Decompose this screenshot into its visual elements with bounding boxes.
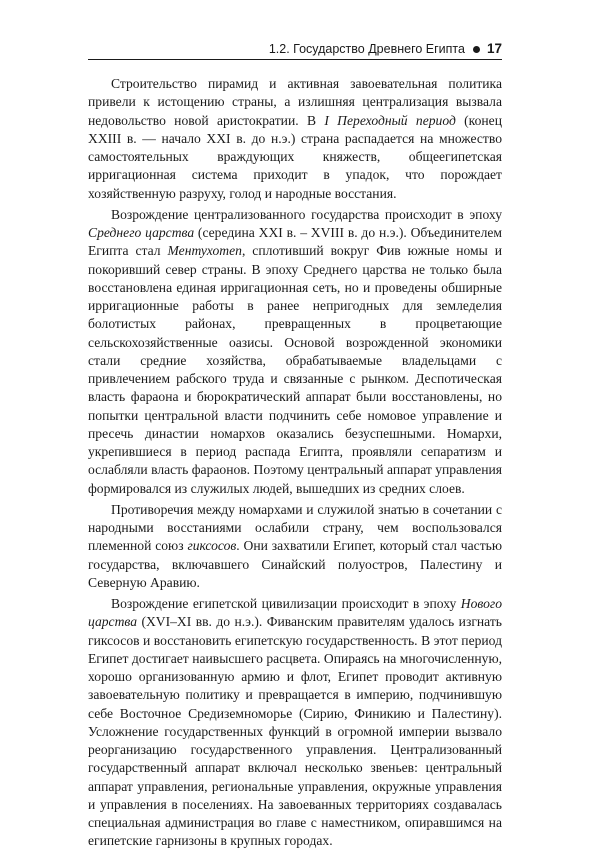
text-run: Противоречия между номархами и служилой знатью в сочетании с народными восстаниями ослабили страну, чем воспользовался племенной союз (88, 501, 502, 554)
text-run: (XVI–XI вв. до н.э.). Фиванским правителям удалось изгнать гиксосов и восстановить египетскую государственность. В этот период Египет достигает наивысшего расцвета. Опираясь на многочисленную, хорошо организованную армию и флот, Египет проводит активную завоевательную политику и превращается в империю, подчинившую себе Восточное Средиземноморье (Сирию, Финикию и Палестину). Усложнение государственных функций в огромной империи вызвало реорганизацию государственного управления. Централизованный государственный аппарат включал несколько звеньев: центральный аппарат управления, региональные управления, окружные управления и управления в поселениях. На завоеванных территориях создавалась специальная администрация во главе с наместником, опиравшимся на египетские гарнизоны в крупных городах. (88, 614, 502, 849)
paragraph-4 (88, 595, 502, 851)
paragraph-1 (88, 75, 502, 203)
text-run: Возрождение египетской цивилизации происходит в эпоху (111, 596, 461, 611)
paragraph-2 (88, 206, 502, 498)
running-head (88, 36, 502, 60)
italic-term: Нового царства (88, 596, 502, 630)
bullet-dot-icon (473, 46, 480, 53)
text-run: , сплотивший вокруг Фив южные номы и покоривший север страны. В эпоху Среднего царства не только была восстановлена единая ирригационная сеть, но и проведены обширные ирригационные работы в ранее непригодных для земледелия болотистых районах, превращенных в процветающие сельскохозяйственные оазисы. Основой возрожденной экономики стали средние хозяйства, обрабатываемые владельцами с привлечением рабского труда и связанные с рынком. Деспотическая власть фараона и бюрократический аппарат были восстановлены, но попытки центральной власти подчинить себе номовое управление и пресечь династии номархов оказались безуспешными. Номархи, укрепившиеся в период распада Египта, проявляли сепаратизм и ослабляли власть фараонов. Поэтому центральный аппарат управления формировался из служилых людей, вышедших из средних слоев. (88, 243, 502, 496)
paragraph-3 (88, 501, 502, 592)
page-number: 17 (486, 41, 502, 56)
text-run: Строительство пирамид и активная завоевательная политика привели к истощению страны, а излишняя централизация вызвала недовольство новой аристократии. В (88, 76, 502, 128)
text-run: (конец XXIII в. — начало XXI в. до н.э.) страна распадается на множество самостоятельных враждующих княжеств, общеегипетская ирригационная система приходит в упадок, что порождает хозяйственную разруху, голод и народные восстания. (88, 112, 502, 201)
italic-term: гиксосов (187, 538, 237, 554)
italic-term: I Переходный период (324, 112, 456, 128)
text-run: (середина XXI в. – XVIII в. до н.э.). Объединителем Египта стал (88, 225, 502, 259)
section-title: 1.2. Государство Древнего Египта (268, 42, 465, 56)
text-run: . Они захватили Египет, который стал частью государства, включавшего Синайский полуостров, Палестину и Северную Аравию. (88, 538, 502, 590)
italic-term: Ментухотеп (167, 243, 242, 259)
body-text (88, 75, 502, 854)
text-run: Возрождение централизованного государства происходит в эпоху (111, 206, 502, 222)
italic-term: Среднего царства (88, 225, 195, 240)
